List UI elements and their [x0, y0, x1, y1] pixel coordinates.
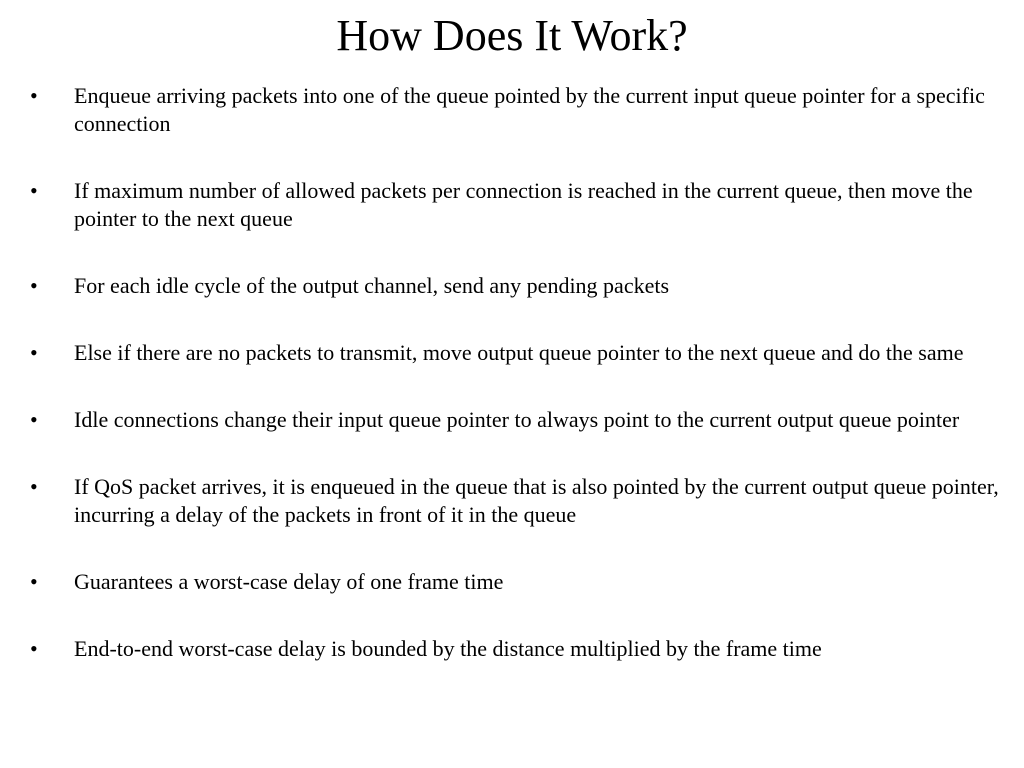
bullet-icon: • [30, 569, 38, 594]
bullet-icon: • [30, 474, 38, 499]
bullet-text: For each idle cycle of the output channel, send any pending packets [74, 273, 670, 298]
bullet-text: If maximum number of allowed packets per connection is reached in the current queue, then move the pointer to the next queue [74, 178, 973, 231]
bullet-item [30, 635, 1020, 663]
bullet-icon: • [30, 636, 38, 661]
bullet-item [30, 82, 1020, 138]
bullet-list [30, 82, 1020, 663]
bullet-text: Idle connections change their input queue pointer to always point to the current output queue pointer [74, 407, 960, 432]
bullet-text: Guarantees a worst-case delay of one frame time [74, 569, 504, 594]
bullet-text: Enqueue arriving packets into one of the queue pointed by the current input queue pointer for a specific connection [74, 83, 985, 136]
bullet-item [30, 406, 1020, 434]
bullet-text: End-to-end worst-case delay is bounded by the distance multiplied by the frame time [74, 636, 822, 661]
bullet-item [30, 568, 1020, 596]
bullet-item [30, 177, 1020, 233]
bullet-item [30, 272, 1020, 300]
slide-title: How Does It Work? [336, 11, 688, 60]
bullet-icon: • [30, 273, 38, 298]
bullet-icon: • [30, 178, 38, 203]
bullet-icon: • [30, 407, 38, 432]
bullet-item [30, 473, 1020, 529]
bullet-text: If QoS packet arrives, it is enqueued in the queue that is also pointed by the current output queue pointer, incurring a delay of the packets in front of it in the queue [74, 474, 999, 527]
bullet-text: Else if there are no packets to transmit, move output queue pointer to the next queue and do the same [74, 340, 964, 365]
bullet-icon: • [30, 83, 38, 108]
bullet-icon: • [30, 340, 38, 365]
bullet-item [30, 339, 1020, 367]
